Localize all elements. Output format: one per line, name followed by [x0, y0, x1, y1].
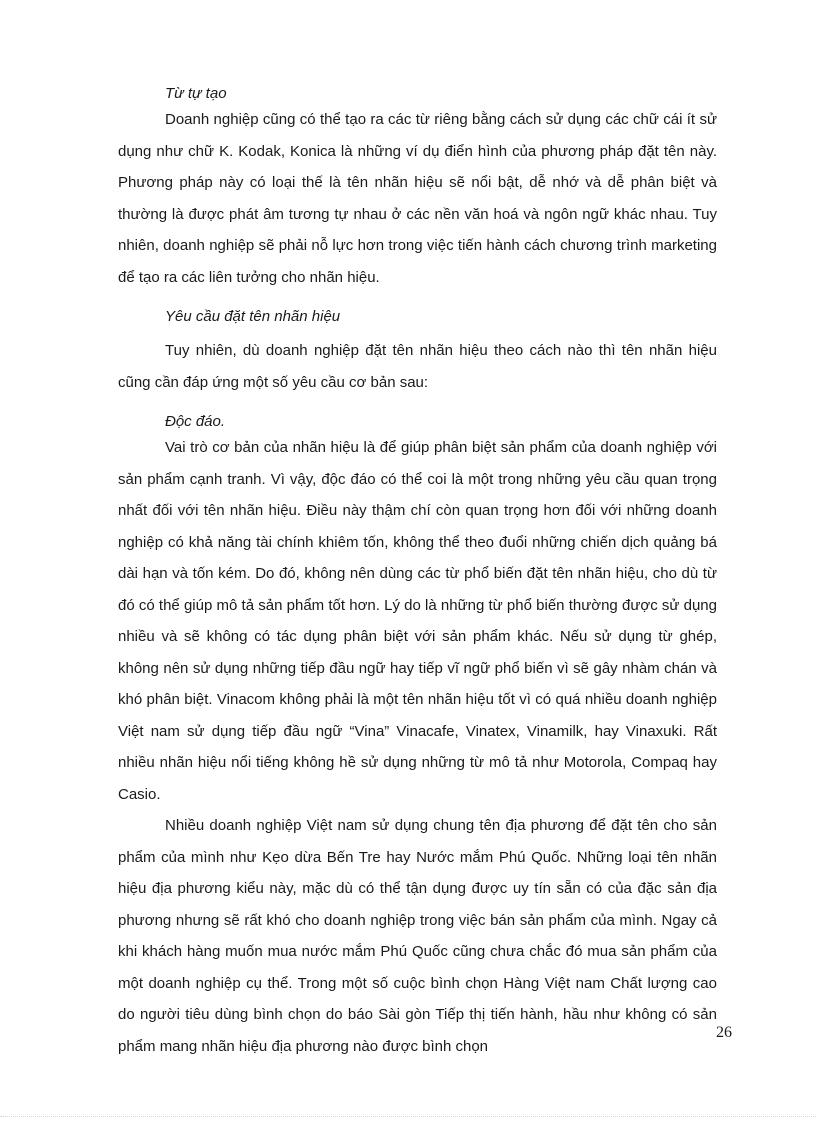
paragraph-yeu-cau: Tuy nhiên, dù doanh nghiệp đặt tên nhãn hiệu theo cách nào thì tên nhãn hiệu cũng cần đáp ứng một số yêu cầu cơ bản sau:	[118, 342, 717, 391]
page-content	[118, 84, 717, 1062]
paragraph-tu-tu-tao: Doanh nghiệp cũng có thể tạo ra các từ riêng bằng cách sử dụng các chữ cái ít sử dụng như chữ K. Kodak, Konica là những ví dụ điển hình của phương pháp đặt tên này. Phương pháp này có loại thế là tên nhãn hiệu sẽ nổi bật, dễ nhớ và dễ phân biệt và thường là được phát âm tương tự nhau ở các nền văn hoá và ngôn ngữ khác nhau. Tuy nhiên, doanh nghiệp sẽ phải nỗ lực hơn trong việc tiến hành cách chương trình marketing để tạo ra các liên tưởng cho nhãn hiệu.	[118, 111, 717, 286]
section-heading-doc-dao: Độc đáo.	[165, 413, 226, 430]
paragraph-doc-dao: Vai trò cơ bản của nhãn hiệu là để giúp phân biệt sản phẩm của doanh nghiệp với sản phẩm cạnh tranh. Vì vậy, độc đáo có thể coi là một trong những yêu cầu quan trọng nhất đối với tên nhãn hiệu. Điều này thậm chí còn quan trọng hơn đối với những doanh nghiệp có khả năng tài chính khiêm tốn, không thể theo đuổi những chiến dịch quảng bá dài hạn và tốn kém. Do đó, không nên dùng các từ phổ biến đặt tên nhãn hiệu, cho dù từ đó có thể giúp mô tả sản phẩm tốt hơn. Lý do là những từ phổ biến thường được sử dụng nhiều và sẽ không có tác dụng phân biệt với sản phẩm khác. Nếu sử dụng từ ghép, không nên sử dụng những tiếp đầu ngữ hay tiếp vĩ ngữ phổ biến vì sẽ gây nhàm chán và khó phân biệt. Vinacom không phải là một tên nhãn hiệu tốt vì có quá nhiều doanh nghiệp Việt nam sử dụng tiếp đầu ngữ “Vina” Vinacafe, Vinatex, Vinamilk, hay Vinaxuki. Rất nhiều nhãn hiệu nổi tiếng không hề sử dụng những từ mô tả như Motorola, Compaq hay Casio.	[118, 439, 717, 803]
page-bottom-divider	[0, 1116, 816, 1117]
section-heading-yeu-cau: Yêu cầu đặt tên nhãn hiệu	[165, 308, 341, 325]
section-heading-tu-tu-tao: Từ tự tạo	[165, 85, 227, 102]
page-number: 26	[716, 1024, 732, 1041]
paragraph-dia-phuong: Nhiều doanh nghiệp Việt nam sử dụng chung tên địa phương để đặt tên cho sản phẩm của mình như Kẹo dừa Bến Tre hay Nước mắm Phú Quốc. Những loại tên nhãn hiệu địa phương kiểu này, mặc dù có thể tận dụng được uy tín sẵn có của đặc sản địa phương nhưng sẽ rất khó cho doanh nghiệp trong việc bán sản phẩm của mình. Ngay cả khi khách hàng muốn mua nước mắm Phú Quốc cũng chưa chắc đó mua sản phẩm của một doanh nghiệp cụ thể. Trong một số cuộc bình chọn Hàng Việt nam Chất lượng cao do người tiêu dùng bình chọn do báo Sài gòn Tiếp thị tiến hành, hầu như không có sản phẩm mang nhãn hiệu địa phương nào được bình chọn	[118, 817, 717, 1055]
